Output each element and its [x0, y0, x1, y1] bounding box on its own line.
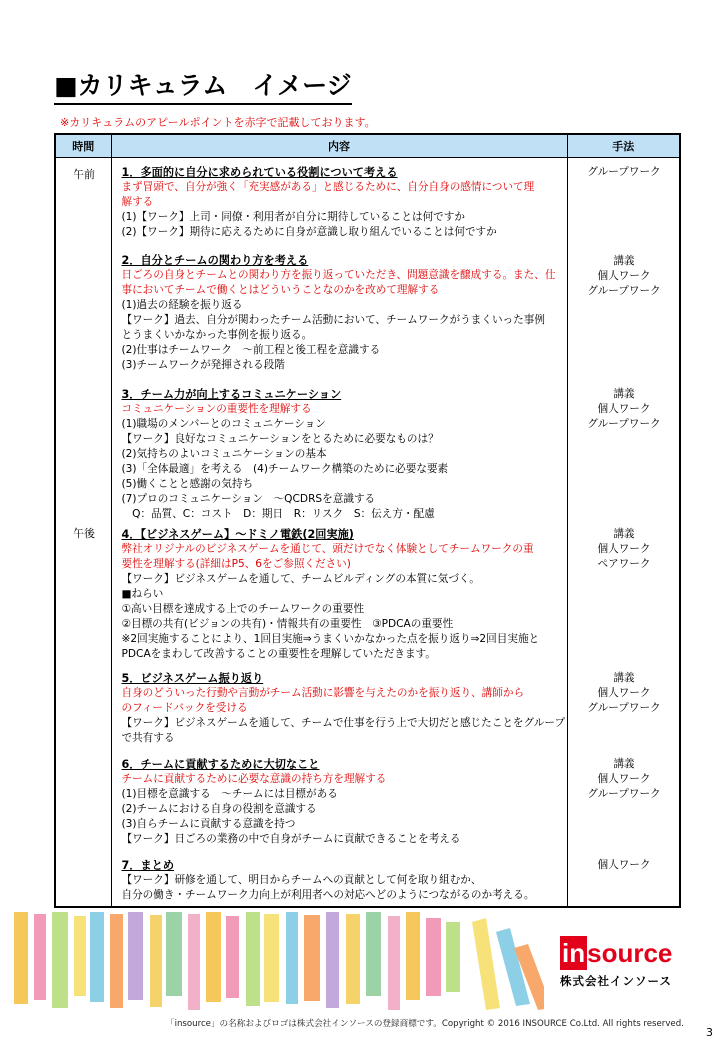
stripe-bar	[166, 912, 182, 996]
content-line: 【ワーク】ビジネスゲームを通して、チームで仕事を行う上で大切だと感じたことをグループ	[121, 717, 566, 729]
content-line: とうまくいかなかった事例を振り返る。	[121, 329, 313, 341]
content-line: (3)チームワークが発揮される段階	[121, 359, 285, 371]
stripe-bar	[406, 912, 420, 1000]
stripe-bar	[34, 914, 46, 1000]
stripe-bar	[346, 914, 360, 1004]
header-time: 時間	[55, 134, 111, 158]
content-line: で共有する	[121, 732, 175, 744]
method-item: ペアワーク	[597, 558, 651, 570]
stripe-bar	[388, 916, 400, 1010]
method-item: グループワーク	[587, 418, 661, 430]
method-entry	[568, 387, 681, 432]
content-line: (2)【ワーク】期待に応えるために自身が意識し取り組んでいることは何ですか	[121, 226, 497, 238]
method-item: 個人ワーク	[597, 773, 651, 785]
stripe-bar	[326, 912, 339, 1008]
method-entry	[568, 254, 681, 299]
appeal-point-line: コミュニケーションの重要性を理解する	[121, 403, 312, 415]
logo-source: source	[587, 938, 673, 968]
content-line: (2)仕事はチームワーク ～前工程と後工程を意識する	[121, 344, 381, 356]
stripe-bar	[74, 916, 86, 996]
appeal-point-line: 自身のどういった行動や言動がチーム活動に影響を与えたのかを振り返り、講師から	[121, 687, 525, 699]
insource-logo	[560, 934, 678, 989]
method-item: 講義	[613, 758, 635, 770]
table-header-row	[55, 134, 680, 158]
appeal-note: ※カリキュラムのアピールポイントを赤字で記載しております。	[60, 116, 376, 129]
stripe-bar	[286, 912, 298, 1004]
company-name: 株式会社インソース	[560, 974, 672, 988]
decorative-stripes	[14, 912, 544, 1012]
curriculum-section	[122, 527, 568, 662]
appeal-point-line: 解する	[121, 196, 154, 208]
stripe-bar	[128, 912, 143, 1000]
content-line: 【ワーク】過去、自分が関わったチーム活動において、チームワークがうまくいった事例	[121, 314, 545, 326]
content-line: ②目標の共有(ビジョンの共有)・情報共有の重要性 ③PDCAの重要性	[121, 618, 454, 630]
section-heading: 5．ビジネスゲーム振り返り	[121, 672, 264, 685]
method-item: 個人ワーク	[597, 687, 651, 699]
method-item: 講義	[613, 528, 635, 540]
content-line: (1)過去の経験を振り返る	[121, 299, 243, 311]
content-line: (7)プロのコミュニケーション ～QCDRSを意識する	[121, 493, 376, 505]
curriculum-section	[122, 671, 568, 746]
section-heading: 2．自分とチームの関わり方を考える	[121, 254, 309, 267]
stripe-bar	[446, 922, 460, 992]
stripe-bar-tilted	[472, 918, 500, 1010]
method-column	[567, 158, 680, 908]
content-line: ※2回実施することにより、1回目実施⇒うまくいかなかった点を振り返り⇒2回目実施と	[121, 633, 540, 645]
method-entry	[568, 671, 681, 716]
method-item: グループワーク	[587, 166, 661, 178]
method-item: 個人ワーク	[597, 270, 651, 282]
content-line: 【ワーク】研修を通して、明日からチームへの貢献として何を取り組むか、	[121, 874, 482, 886]
section-heading: 4．【ビジネスゲーム】～ドミノ電鉄(2回実施)	[121, 528, 354, 541]
content-line: (2)チームにおける自身の役割を意識する	[121, 803, 317, 815]
time-label-pm: 午後	[73, 527, 95, 540]
content-line: (3)「全体最適」を考える (4)チームワーク構築のために必要な要素	[121, 463, 449, 475]
method-item: 講義	[613, 388, 635, 400]
section-heading: 3．チーム力が向上するコミュニケーション	[121, 388, 342, 401]
logo-in: in	[562, 938, 586, 968]
content-line: Q：品質、C：コスト D：期日 R：リスク S：伝え方・配慮	[121, 508, 435, 520]
stripe-bar	[426, 918, 441, 996]
method-item: 講義	[613, 255, 635, 267]
appeal-point-line: 日ごろの自身とチームとの関わり方を振り返っていただき、問題意識を醸成する。また、仕	[121, 269, 556, 281]
section-heading: 7．まとめ	[121, 859, 175, 872]
content-line: (1)目標を意識する ～チームには目標がある	[121, 788, 338, 800]
method-item: グループワーク	[587, 285, 661, 297]
header-content: 内容	[111, 134, 567, 158]
content-line: (1)【ワーク】上司・同僚・利用者が自分に期待していることは何ですか	[121, 211, 465, 223]
method-item: 個人ワーク	[597, 543, 651, 555]
appeal-point-line: のフィードバックを受ける	[121, 702, 248, 714]
stripe-bar	[188, 914, 200, 1010]
time-label-am: 午前	[73, 168, 95, 181]
stripe-bar	[14, 912, 28, 1004]
page-number: 3	[706, 1026, 713, 1039]
content-line: PDCAをまわして改善することの重要性を理解していただきます。	[121, 648, 436, 660]
appeal-point-line: 事においてチームで働くとはどういうことなのかを改めて理解する	[121, 284, 440, 296]
header-method: 手法	[567, 134, 680, 158]
method-entry	[568, 858, 681, 873]
content-line: ①高い目標を達成する上でのチームワークの重要性	[121, 603, 365, 615]
stripe-bar	[110, 914, 123, 1008]
method-entry	[568, 757, 681, 802]
appeal-point-line: 要性を理解する(詳細はP5、6をご参照ください)	[121, 558, 351, 570]
content-line: ■ねらい	[121, 588, 164, 600]
content-column	[111, 158, 567, 908]
time-column	[55, 158, 111, 908]
content-line: (2)気持ちのよいコミュニケーションの基本	[121, 448, 327, 460]
content-line: 自分の働き・チームワーク力向上が利用者への対応へどのようにつながるのか考える。	[121, 889, 535, 901]
curriculum-section	[122, 253, 568, 373]
stripe-bar	[304, 915, 320, 1001]
appeal-point-line: 弊社オリジナルのビジネスゲームを通じて、頭だけでなく体験としてチームワークの重	[121, 543, 534, 555]
content-line: (1)職場のメンバーとのコミュニケーション	[121, 418, 326, 430]
content-line: 【ワーク】日ごろの業務の中で自身がチームに貢献できることを考える	[121, 833, 461, 845]
content-line: 【ワーク】ビジネスゲームを通して、チームビルディングの本質に気づく。	[121, 573, 480, 585]
content-line: (3)自らチームに貢献する意識を持つ	[121, 818, 296, 830]
stripe-bar	[90, 912, 104, 1002]
method-item: グループワーク	[587, 788, 661, 800]
method-item: 講義	[613, 672, 635, 684]
stripe-bar	[206, 912, 221, 1002]
content-line: 【ワーク】良好なコミュニケーションをとるために必要なものは？	[121, 433, 439, 445]
page-title: ■カリキュラム イメージ	[54, 70, 352, 105]
appeal-point-line: まず冒頭で、自分が強く「充実感がある」と感じるために、自分自身の感情について理	[121, 181, 535, 193]
method-item: グループワーク	[587, 702, 661, 714]
stripe-bar	[366, 912, 381, 996]
method-entry	[568, 165, 681, 180]
curriculum-section	[122, 757, 568, 847]
copyright-text: 「insource」の名称およびロゴは株式会社インソースの登録商標です。Copyright © 2016 INSOURCE Co.Ltd. All rights reserved.	[166, 1019, 684, 1029]
method-entry	[568, 527, 681, 572]
stripe-bar	[226, 916, 239, 998]
content-line: (5)働くことと感謝の気持ち	[121, 478, 254, 490]
stripe-bar	[52, 912, 68, 1008]
stripe-bar	[264, 914, 279, 1002]
section-heading: 6．チームに貢献するために大切なこと	[121, 758, 320, 771]
method-item: 個人ワーク	[597, 859, 651, 871]
curriculum-table	[54, 133, 681, 908]
table-body-row	[55, 158, 680, 908]
curriculum-section	[122, 165, 568, 240]
curriculum-section	[122, 858, 568, 903]
method-item: 個人ワーク	[597, 403, 651, 415]
stripe-bar	[246, 912, 260, 1006]
appeal-point-line: チームに貢献するために必要な意識の持ち方を理解する	[121, 773, 387, 785]
curriculum-section	[122, 387, 568, 522]
section-heading: 1．多面的に自分に求められている役割について考える	[121, 166, 398, 179]
stripe-bar	[150, 915, 162, 1007]
